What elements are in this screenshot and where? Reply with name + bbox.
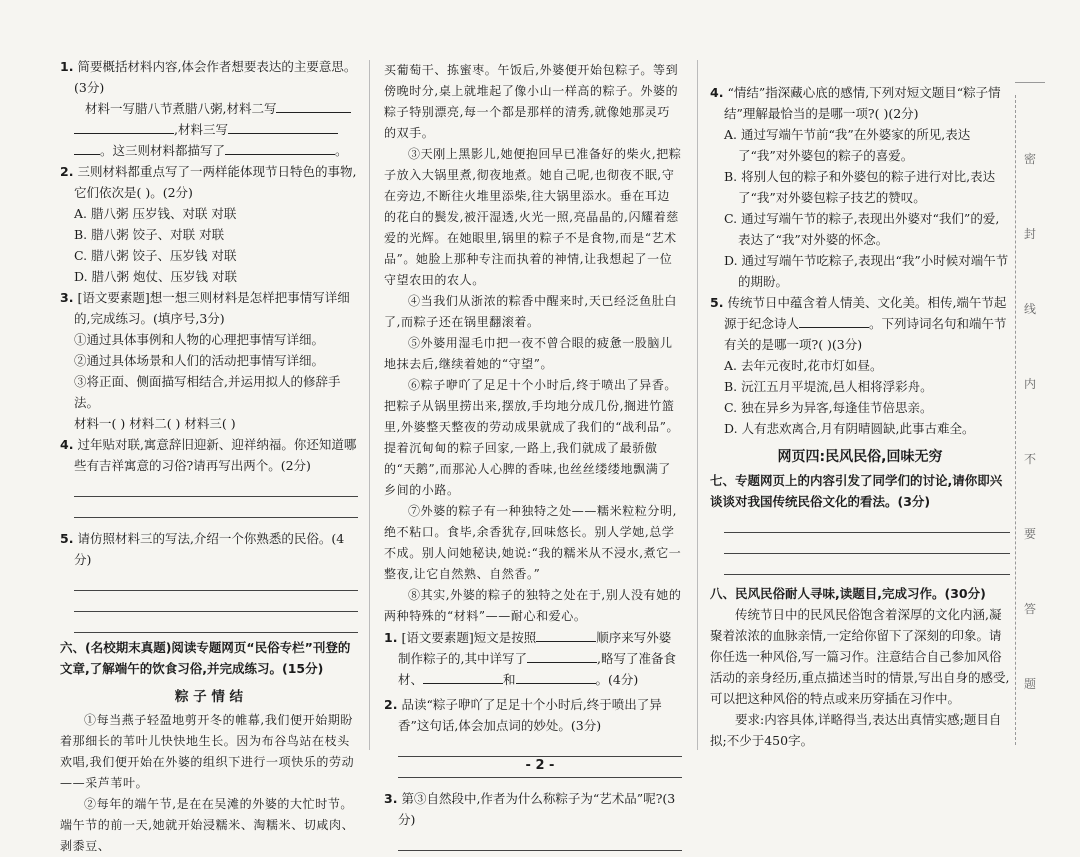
- article-paragraph: ⑦外婆的粽子有一种独特之处——糯米粒粒分明,绝不粘口。食毕,余香犹存,回味悠长。别人学她,总学不成。别人问她秘诀,她说:“我的糯米从不浸水,煮它一整夜,让它自然熟、自然香。”: [384, 504, 682, 581]
- answer-line[interactable]: [398, 756, 682, 757]
- q4-option: C. 通过写端午节的粽子,表现出外婆对“我们”的爱,表达了“我”对外婆的怀念。: [724, 211, 1000, 247]
- essay-prompt: 传统节日中的民风民俗饱含着深厚的文化内涵,凝聚着浓浓的血脉亲情,一定给你留下了深刻的印象。请你任选一种风俗,写一篇习作。注意结合自己参加风俗活动的亲身经历,重点描述当时的情景,写出自身的感受,可以把这种风俗的特点或来历穿插在习作中。: [710, 607, 1010, 706]
- answer-blank[interactable]: [536, 627, 596, 642]
- binding-char: 密: [1024, 152, 1037, 166]
- article-paragraph: ④当我们从浙浓的粽香中醒来时,天已经泛鱼肚白了,而粽子还在锅里翻滚着。: [384, 294, 678, 329]
- q2-option: D. 腊八粥 炮仗、压岁钱 对联: [74, 269, 237, 284]
- binding-char: 不: [1024, 452, 1037, 466]
- answer-line[interactable]: [398, 777, 682, 778]
- q3-answers[interactable]: 材料一( ) 材料二( ) 材料三( ): [74, 416, 236, 431]
- answer-blank[interactable]: [74, 140, 100, 155]
- q3-item: ②通过具体场景和人们的活动把事情写详细。: [74, 353, 325, 368]
- article-title: 粽 子 情 结: [174, 689, 244, 705]
- answer-line[interactable]: [398, 850, 682, 851]
- question-3: 3. [语文要素题]想一想三则材料是怎样把事情写详细的,完成练习。(填序号,3分): [60, 290, 350, 326]
- article-paragraph: ②每年的端午节,是在在吴滩的外婆的大忙时节。端午节的前一天,她就开始浸糯米、淘糯米、切咸肉、剥黍豆、: [60, 797, 355, 853]
- question-r4: 4. “情结”指深藏心底的感情,下列对短文题目“粽子情结”理解最恰当的是哪一项?( )(2分): [710, 85, 1001, 121]
- question-2: 2. 三则材料都重点写了一两样能体现节日特色的事物,它们依次是( )。(2分): [60, 164, 357, 200]
- q1-fill-line-1: 材料一写腊八节煮腊八粥,材料二写: [60, 98, 358, 119]
- answer-blank[interactable]: [225, 140, 335, 155]
- column-middle: [384, 60, 682, 851]
- q5-option: D. 人有悲欢离合,月有阴晴圆缺,此事古难全。: [724, 421, 975, 436]
- q1-fill-line-3: 。这三则材料都描写了 。: [60, 140, 358, 161]
- answer-blank[interactable]: [423, 669, 503, 684]
- q5-option: C. 独在异乡为异客,每逢佳节倍思亲。: [724, 400, 933, 415]
- answer-blank[interactable]: [527, 648, 597, 663]
- binding-char: 要: [1024, 527, 1037, 541]
- binding-line: [1015, 95, 1016, 745]
- article-paragraph: ⑥粽子咿吖了足足十个小时后,终于喷出了异香。把粽子从锅里捞出来,摆放,手均地分成几份,搁进竹篮里,外婆整天整夜的劳动成果就成了我们的“战利品”。提着沉甸甸的粽子回家,一路上,我们就成了最骄傲的“天鹅”,而那沁人心脾的香味,也丝丝缕缕地飘满了乡间的小路。: [384, 378, 680, 497]
- q4-option: B. 将别人包的粽子和外婆包的粽子进行对比,表达了“我”对外婆包粽子技艺的赞叹。: [724, 169, 996, 205]
- answer-blank[interactable]: [228, 119, 338, 134]
- column-divider: [697, 60, 698, 750]
- q2-option: A. 腊八粥 压岁钱、对联 对联: [74, 206, 237, 221]
- question-r5: 5. 传统节日中蕴含着人情美、文化美。相传,端午节起源于纪念诗人 。下列诗词名句和端午节有关的是哪一项?( )(3分): [710, 295, 1007, 352]
- q2-option: B. 腊八粥 饺子、对联 对联: [74, 227, 225, 242]
- answer-line[interactable]: [74, 611, 358, 612]
- answer-line[interactable]: [74, 496, 358, 497]
- section-8-heading: 八、民风民俗耐人寻味,读题目,完成习作。(30分): [710, 586, 986, 601]
- article-paragraph: ①每当燕子轻盈地剪开冬的帷幕,我们便开始期盼着那细长的苇叶儿快快地生长。因为布谷鸟站在枝头欢唱,我们便开始在外婆的组织下进行一项快乐的劳动——采芦苇叶。: [60, 713, 355, 790]
- answer-blank[interactable]: [799, 313, 869, 328]
- article-paragraph: 买葡萄干、拣蜜枣。午饭后,外婆便开始包粽子。等到傍晚时分,桌上就堆起了像小山一样高的粽子。外婆的粽子特别漂亮,每一个都是那样的清秀,就像她那灵巧的双手。: [384, 63, 679, 140]
- q4-option: D. 通过写端午节吃粽子,表现出“我”小时候对端午节的期盼。: [724, 253, 1009, 289]
- article-paragraph: ③天刚上黑影儿,她便抱回早已准备好的柴火,把粽子放入大锅里煮,彻夜地煮。她自己呢,也彻夜不眠,守在旁边,不断往火堆里添柴,往大锅里添水。垂在耳边的花白的鬓发,被汗湿透,火光一照,亮晶晶的,闪耀着慈爱的光辉。在她眼里,锅里的粽子不是食物,而是“艺术品”。她脸上那种专注而执着的神情,让我想起了一位守望农田的农人。: [384, 147, 682, 287]
- binding-char: 答: [1024, 602, 1037, 616]
- essay-requirements: 要求:内容具体,详略得当,表达出真情实感;题目自拟;不少于450字。: [710, 712, 1002, 748]
- question-m3: 3. 第③自然段中,作者为什么称粽子为“艺术品”呢?(3分): [384, 791, 676, 827]
- answer-blank[interactable]: [74, 119, 174, 134]
- binding-char: 内: [1024, 377, 1037, 391]
- q5-option: B. 沅江五月平堤流,邑人相将浮彩舟。: [724, 379, 933, 394]
- article-paragraph: ⑧其实,外婆的粽子的独特之处在于,别人没有她的两种特殊的“材料”——耐心和爱心。: [384, 588, 682, 623]
- question-m1: 1. [语文要素题]短文是按照 顺序来写外婆制作粽子的,其中详写了 ,略写了准备食材、 和 。(4分): [384, 627, 682, 690]
- question-4: 4. 过年贴对联,寓意辞旧迎新、迎祥纳福。你还知道哪些有吉祥寓意的习俗?请再写出两个。(2分): [60, 437, 357, 473]
- answer-line[interactable]: [74, 632, 358, 633]
- answer-blank[interactable]: [516, 669, 596, 684]
- q5-option: A. 去年元夜时,花市灯如昼。: [724, 358, 883, 373]
- answer-line[interactable]: [74, 590, 358, 591]
- q4-option: A. 通过写端午节前“我”在外婆家的所见,表达了“我”对外婆包的粽子的喜爱。: [724, 127, 971, 163]
- question-m2: 2. 品读“粽子咿吖了足足十个小时后,终于喷出了异香”这句话,体会加点词的妙处。(3分): [384, 697, 662, 733]
- q3-item: ①通过具体事例和人物的心理把事情写详细。: [74, 332, 325, 347]
- q3-item: ③将正面、侧面描写相结合,并运用拟人的修辞手法。: [74, 374, 341, 410]
- answer-line[interactable]: [724, 532, 1010, 533]
- binding-top-rule: [1015, 82, 1045, 83]
- question-5: 5. 请仿照材料三的写法,介绍一个你熟悉的民俗。(4分): [60, 531, 345, 567]
- q2-option: C. 腊八粥 饺子、压岁钱 对联: [74, 248, 237, 263]
- page-number: - 2 -: [525, 758, 555, 773]
- webpage-4-heading: 网页四:民风民俗,回味无穷: [777, 449, 943, 465]
- answer-line[interactable]: [724, 553, 1010, 554]
- question-1: 1. 简要概括材料内容,体会作者想要表达的主要意思。(3分): [60, 59, 357, 95]
- answer-line[interactable]: [724, 574, 1010, 575]
- section-7-heading: 七、专题网页上的内容引发了同学们的讨论,请你即兴谈谈对我国传统民俗文化的看法。(3分): [710, 473, 1003, 509]
- section-6-heading: 六、(名校期末真题)阅读专题网页“民俗专栏”刊登的文章,了解端午的饮食习俗,并完成练习。(15分): [60, 640, 351, 676]
- article-paragraph: ⑤外婆用湿毛巾把一夜不曾合眼的疲惫一股脑儿地抹去后,继续着她的“守望”。: [384, 336, 673, 371]
- binding-labels: [1024, 150, 1042, 750]
- column-left: [60, 56, 358, 857]
- column-right: [710, 82, 1010, 751]
- answer-line[interactable]: [74, 517, 358, 518]
- binding-char: 线: [1024, 302, 1037, 316]
- binding-char: 封: [1024, 227, 1037, 241]
- q1-fill-line-2: ,材料三写: [60, 119, 358, 140]
- answer-blank[interactable]: [276, 98, 351, 113]
- binding-char: 题: [1024, 677, 1037, 691]
- column-divider: [369, 60, 370, 750]
